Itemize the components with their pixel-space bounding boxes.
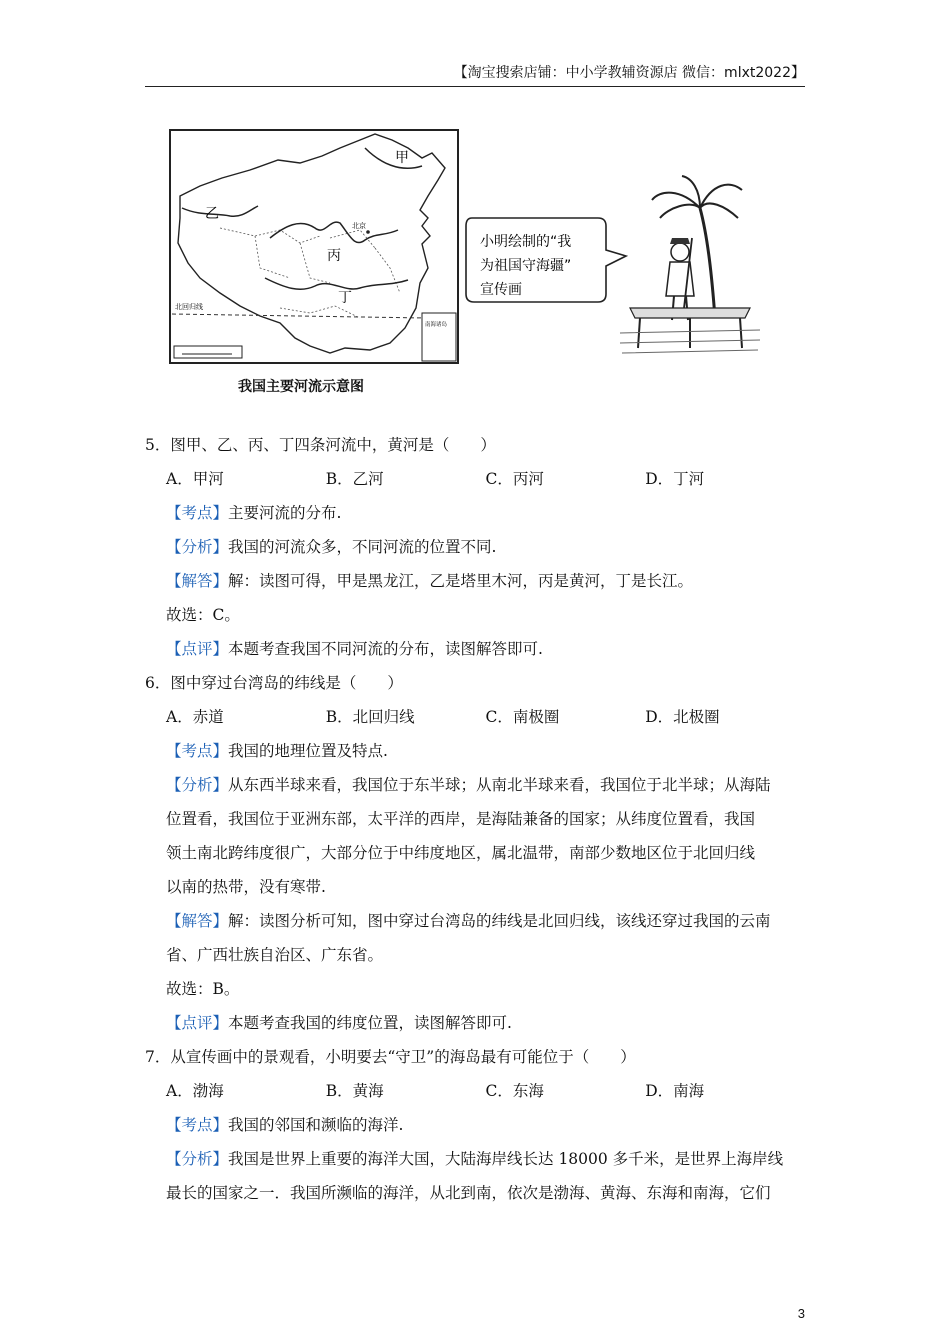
q5-kaodian — [145, 496, 805, 530]
q5-option-d: D．丁河 — [645, 470, 705, 488]
q5-fenxi-tag: 【分析】 — [166, 538, 229, 556]
q7-kaodian-tag: 【考点】 — [166, 1116, 229, 1134]
q6-jieda-line-1 — [166, 904, 805, 938]
q5-dianping-tag: 【点评】 — [166, 640, 229, 658]
q6-fenxi-text-1: 从东西半球来看，我国位于东半球；从南北半球来看，我国位于北半球；从海陆 — [228, 776, 771, 794]
q6-stem: 6．图中穿过台湾岛的纬线是（ ） — [145, 674, 403, 692]
q7-stem: 7．从宣传画中的景观看，小明要去“守卫”的海岛最有可能位于（ ） — [145, 1048, 636, 1066]
q6-option-a: A．赤道 — [166, 708, 224, 726]
label-jia: 甲 — [395, 150, 409, 166]
q5-fenxi-text: 我国的河流众多，不同河流的位置不同. — [228, 538, 497, 556]
label-bing: 丙 — [327, 248, 341, 264]
q6-answer: 故选：B。 — [166, 980, 240, 998]
label-ding: 丁 — [338, 290, 352, 306]
bubble-line-2: 为祖国守海疆” — [480, 258, 572, 274]
q6-jieda-line-2: 省、广西壮族自治区、广东省。 — [166, 946, 384, 964]
q5-kaodian-text: 主要河流的分布. — [228, 504, 342, 522]
q5-dianping-text: 本题考查我国不同河流的分布，读图解答即可. — [228, 640, 543, 658]
q7-option-d: D．南海 — [645, 1082, 705, 1100]
q7-options — [145, 1074, 805, 1108]
q5-option-c: C．丙河 — [485, 470, 544, 488]
q7-option-c: C．东海 — [485, 1082, 544, 1100]
bubble-line-3: 宣传画 — [480, 282, 522, 298]
q6-option-d: D．北极圈 — [645, 708, 720, 726]
q7-option-a: A．渤海 — [166, 1082, 224, 1100]
q7-kaodian-text: 我国的邻国和濒临的海洋. — [228, 1116, 404, 1134]
figure — [160, 118, 760, 408]
q7-option-b: B．黄海 — [325, 1082, 384, 1100]
propaganda-drawing-icon — [620, 176, 760, 353]
q6-fenxi-tag: 【分析】 — [166, 776, 229, 794]
document-body — [145, 428, 805, 1210]
label-tropic: 北回归线 — [175, 303, 203, 311]
q6-jieda — [145, 904, 805, 972]
q5-jieda — [145, 564, 805, 598]
label-beijing: 北京 — [352, 222, 366, 230]
q5-jieda-text: 解：读图可得，甲是黑龙江，乙是塔里木河，丙是黄河，丁是长江。 — [228, 572, 694, 590]
q5-answer: 故选：C。 — [166, 606, 240, 624]
q6-option-c: C．南极圈 — [485, 708, 560, 726]
q7-fenxi-line-1 — [166, 1142, 805, 1176]
page-number: 3 — [797, 1306, 805, 1321]
q5-fenxi — [145, 530, 805, 564]
q5-option-a: A．甲河 — [166, 470, 224, 488]
q7-fenxi — [145, 1142, 805, 1210]
q5-dianping — [145, 632, 805, 666]
q7-fenxi-tag: 【分析】 — [166, 1150, 229, 1168]
q6-kaodian-tag: 【考点】 — [166, 742, 229, 760]
header-text: 【淘宝搜索店铺：中小学教辅资源店 微信：mlxt2022】 — [453, 65, 805, 81]
label-yi: 乙 — [205, 206, 219, 222]
q6-kaodian-text: 我国的地理位置及特点. — [228, 742, 388, 760]
q6-fenxi-line-3: 领土南北跨纬度很广，大部分位于中纬度地区，属北温带，南部少数地区位于北回归线 — [166, 844, 756, 862]
q6-options — [145, 700, 805, 734]
label-scs: 南海诸岛 — [425, 322, 448, 328]
q5-option-b: B．乙河 — [325, 470, 384, 488]
q5-kaodian-tag: 【考点】 — [166, 504, 229, 522]
q6-dianping-tag: 【点评】 — [166, 1014, 229, 1032]
q5-options — [145, 462, 805, 496]
q6-fenxi-line-1 — [166, 768, 805, 802]
figure-caption: 我国主要河流示意图 — [238, 379, 364, 395]
page-header — [145, 62, 805, 87]
q6-dianping-text: 本题考查我国的纬度位置，读图解答即可. — [228, 1014, 512, 1032]
q7-fenxi-text-1: 我国是世界上重要的海洋大国，大陆海岸线长达 18000 多千米，是世界上海岸线 — [228, 1150, 784, 1168]
q6-fenxi — [145, 768, 805, 904]
q7-kaodian — [145, 1108, 805, 1142]
q5-jieda-tag: 【解答】 — [166, 572, 229, 590]
q6-option-b: B．北回归线 — [325, 708, 415, 726]
q7-fenxi-line-2: 最长的国家之一．我国所濒临的海洋，从北到南，依次是渤海、黄海、东海和南海，它们 — [166, 1184, 771, 1202]
china-river-map — [160, 118, 760, 408]
q6-kaodian — [145, 734, 805, 768]
q6-fenxi-line-4: 以南的热带，没有寒带. — [166, 878, 326, 896]
q6-jieda-tag: 【解答】 — [166, 912, 229, 930]
q5-stem: 5．图甲、乙、丙、丁四条河流中，黄河是（ ） — [145, 436, 496, 454]
q6-fenxi-line-2: 位置看，我国位于亚洲东部，太平洋的西岸，是海陆兼备的国家；从纬度位置看，我国 — [166, 810, 756, 828]
q6-jieda-text-1: 解：读图分析可知，图中穿过台湾岛的纬线是北回归线，该线还穿过我国的云南 — [228, 912, 771, 930]
q6-dianping — [145, 1006, 805, 1040]
bubble-line-1: 小明绘制的“我 — [480, 234, 572, 250]
